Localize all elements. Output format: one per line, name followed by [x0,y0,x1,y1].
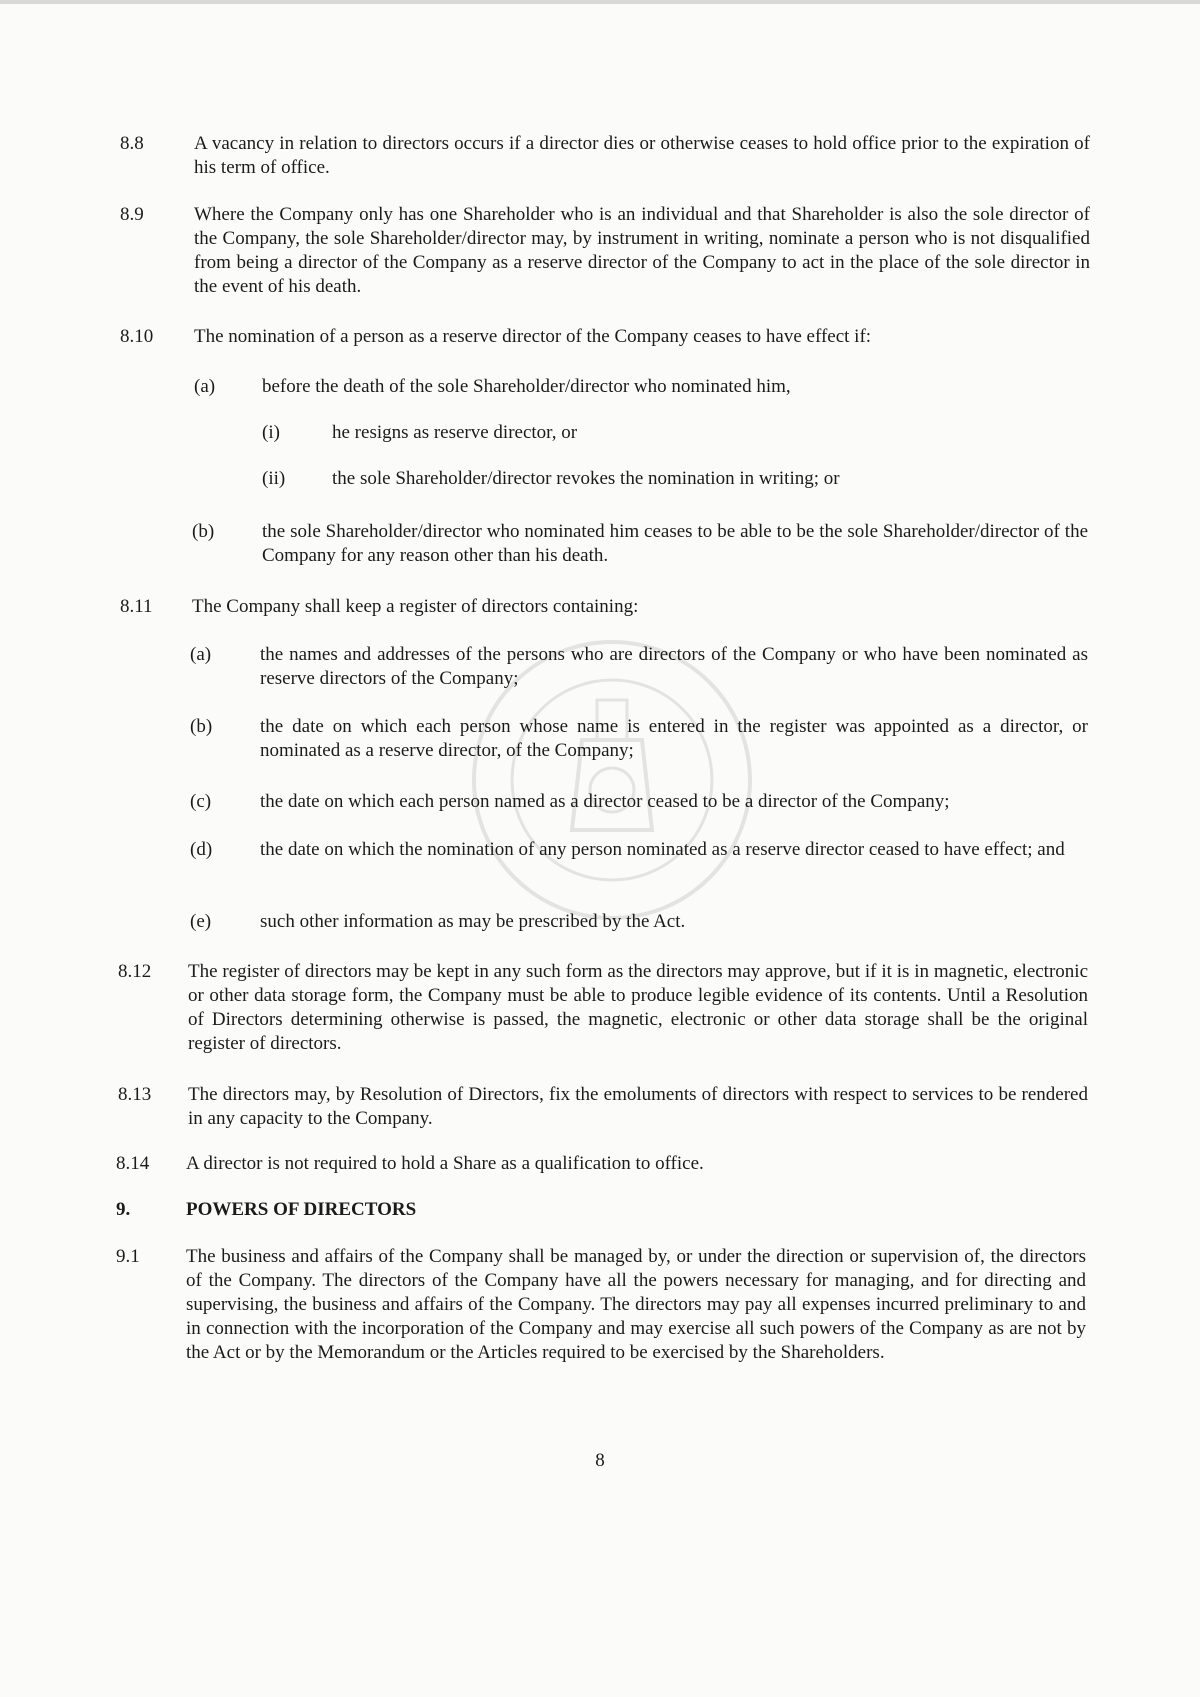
clause-number: 8.8 [120,133,144,154]
item-text: the names and addresses of the persons who are directors of the Company or who have been nominated as reserve directors of the Company; [260,644,1088,689]
clause-8-10-b [192,520,1088,568]
clause-text: The nomination of a person as a reserve director of the Company ceases to have effect if: [194,326,872,347]
clause-number: 8.11 [120,596,153,617]
clause-8-11-d [190,838,1088,862]
item-text: the date on which each person whose name is entered in the register was appointed as a director, or nominated as a reserve director, of the Company; [260,716,1088,761]
section-9-heading [116,1198,1086,1222]
item-label: (d) [190,839,213,860]
clause-number: 8.9 [120,204,144,225]
clause-text: The Company shall keep a register of directors containing: [192,596,639,617]
clause-number: 8.14 [116,1153,150,1174]
section-title: POWERS OF DIRECTORS [186,1199,417,1220]
clause-8-11-c [190,790,1088,814]
clause-8-10-a-i [262,421,1092,445]
section-number: 9. [116,1199,131,1220]
clause-text: A vacancy in relation to directors occurs if a director dies or otherwise ceases to hold office prior to the expiration of his term of office. [194,133,1090,178]
clause-8-11-e [190,910,1088,934]
clause-8-10-a-ii [262,467,1092,491]
item-label: (a) [194,376,216,397]
clause-text: Where the Company only has one Shareholder who is an individual and that Shareholder is also the sole director of the Company, the sole Shareholder/director may, by instrument in writing, nominate a person who is not disqualified from being a director of the Company as a reserve director of the Company to act in the place of the sole director in the event of his death. [194,204,1090,297]
clause-text: The business and affairs of the Company shall be managed by, or under the direction or supervision of, the directors of the Company. The directors of the Company have all the powers necessary for managing, and for directing and supervising, the business and affairs of the Company. The directors may pay all expenses incurred preliminary to and in connection with the incorporation of the Company and may exercise all such powers of the Company as are not by the Act or by the Memorandum or the Articles required to be exercised by the Shareholders. [186,1246,1086,1363]
clause-8-10-a [194,375,1094,399]
item-text: he resigns as reserve director, or [332,422,578,443]
clause-8-13 [118,1083,1088,1131]
item-label: (a) [190,644,212,665]
clause-number: 8.10 [120,326,154,347]
item-text: before the death of the sole Shareholder/director who nominated him, [262,376,791,397]
clause-number: 8.13 [118,1084,152,1105]
item-text: such other information as may be prescribed by the Act. [260,911,686,932]
item-label: (i) [262,422,280,443]
item-label: (b) [192,521,215,542]
item-text: the date on which the nomination of any person nominated as a reserve director ceased to have effect; and [260,839,1065,860]
item-text: the date on which each person named as a director ceased to be a director of the Company; [260,791,950,812]
clause-text: The register of directors may be kept in any such form as the directors may approve, but if it is in magnetic, electronic or other data storage form, the Company must be able to produce legible evidence of its contents. Until a Resolution of Directors determining otherwise is passed, the magnetic, electronic or other data storage shall be the original register of directors. [188,961,1088,1054]
clause-8-9 [120,203,1090,299]
clause-8-11-b [190,715,1088,763]
page-number: 8 [595,1450,605,1471]
item-label: (b) [190,716,213,737]
item-text: the sole Shareholder/director who nominated him ceases to be able to be the sole Shareholder/director of the Company for any reason other than his death. [262,521,1088,566]
clause-9-1 [116,1245,1086,1365]
clause-8-8 [120,132,1090,180]
item-label: (e) [190,911,212,932]
clause-8-10 [120,325,1090,349]
clause-8-14 [116,1152,1086,1176]
item-label: (c) [190,791,212,812]
clause-8-11 [120,595,1090,619]
clause-text: The directors may, by Resolution of Directors, fix the emoluments of directors with respect to services to be rendered in any capacity to the Company. [188,1084,1088,1129]
clause-number: 8.12 [118,961,152,982]
item-label: (ii) [262,468,286,489]
clause-number: 9.1 [116,1246,140,1267]
clause-text: A director is not required to hold a Share as a qualification to office. [186,1153,704,1174]
clause-8-11-a [190,643,1088,691]
item-text: the sole Shareholder/director revokes the nomination in writing; or [332,468,840,489]
clause-8-12 [118,960,1088,1056]
